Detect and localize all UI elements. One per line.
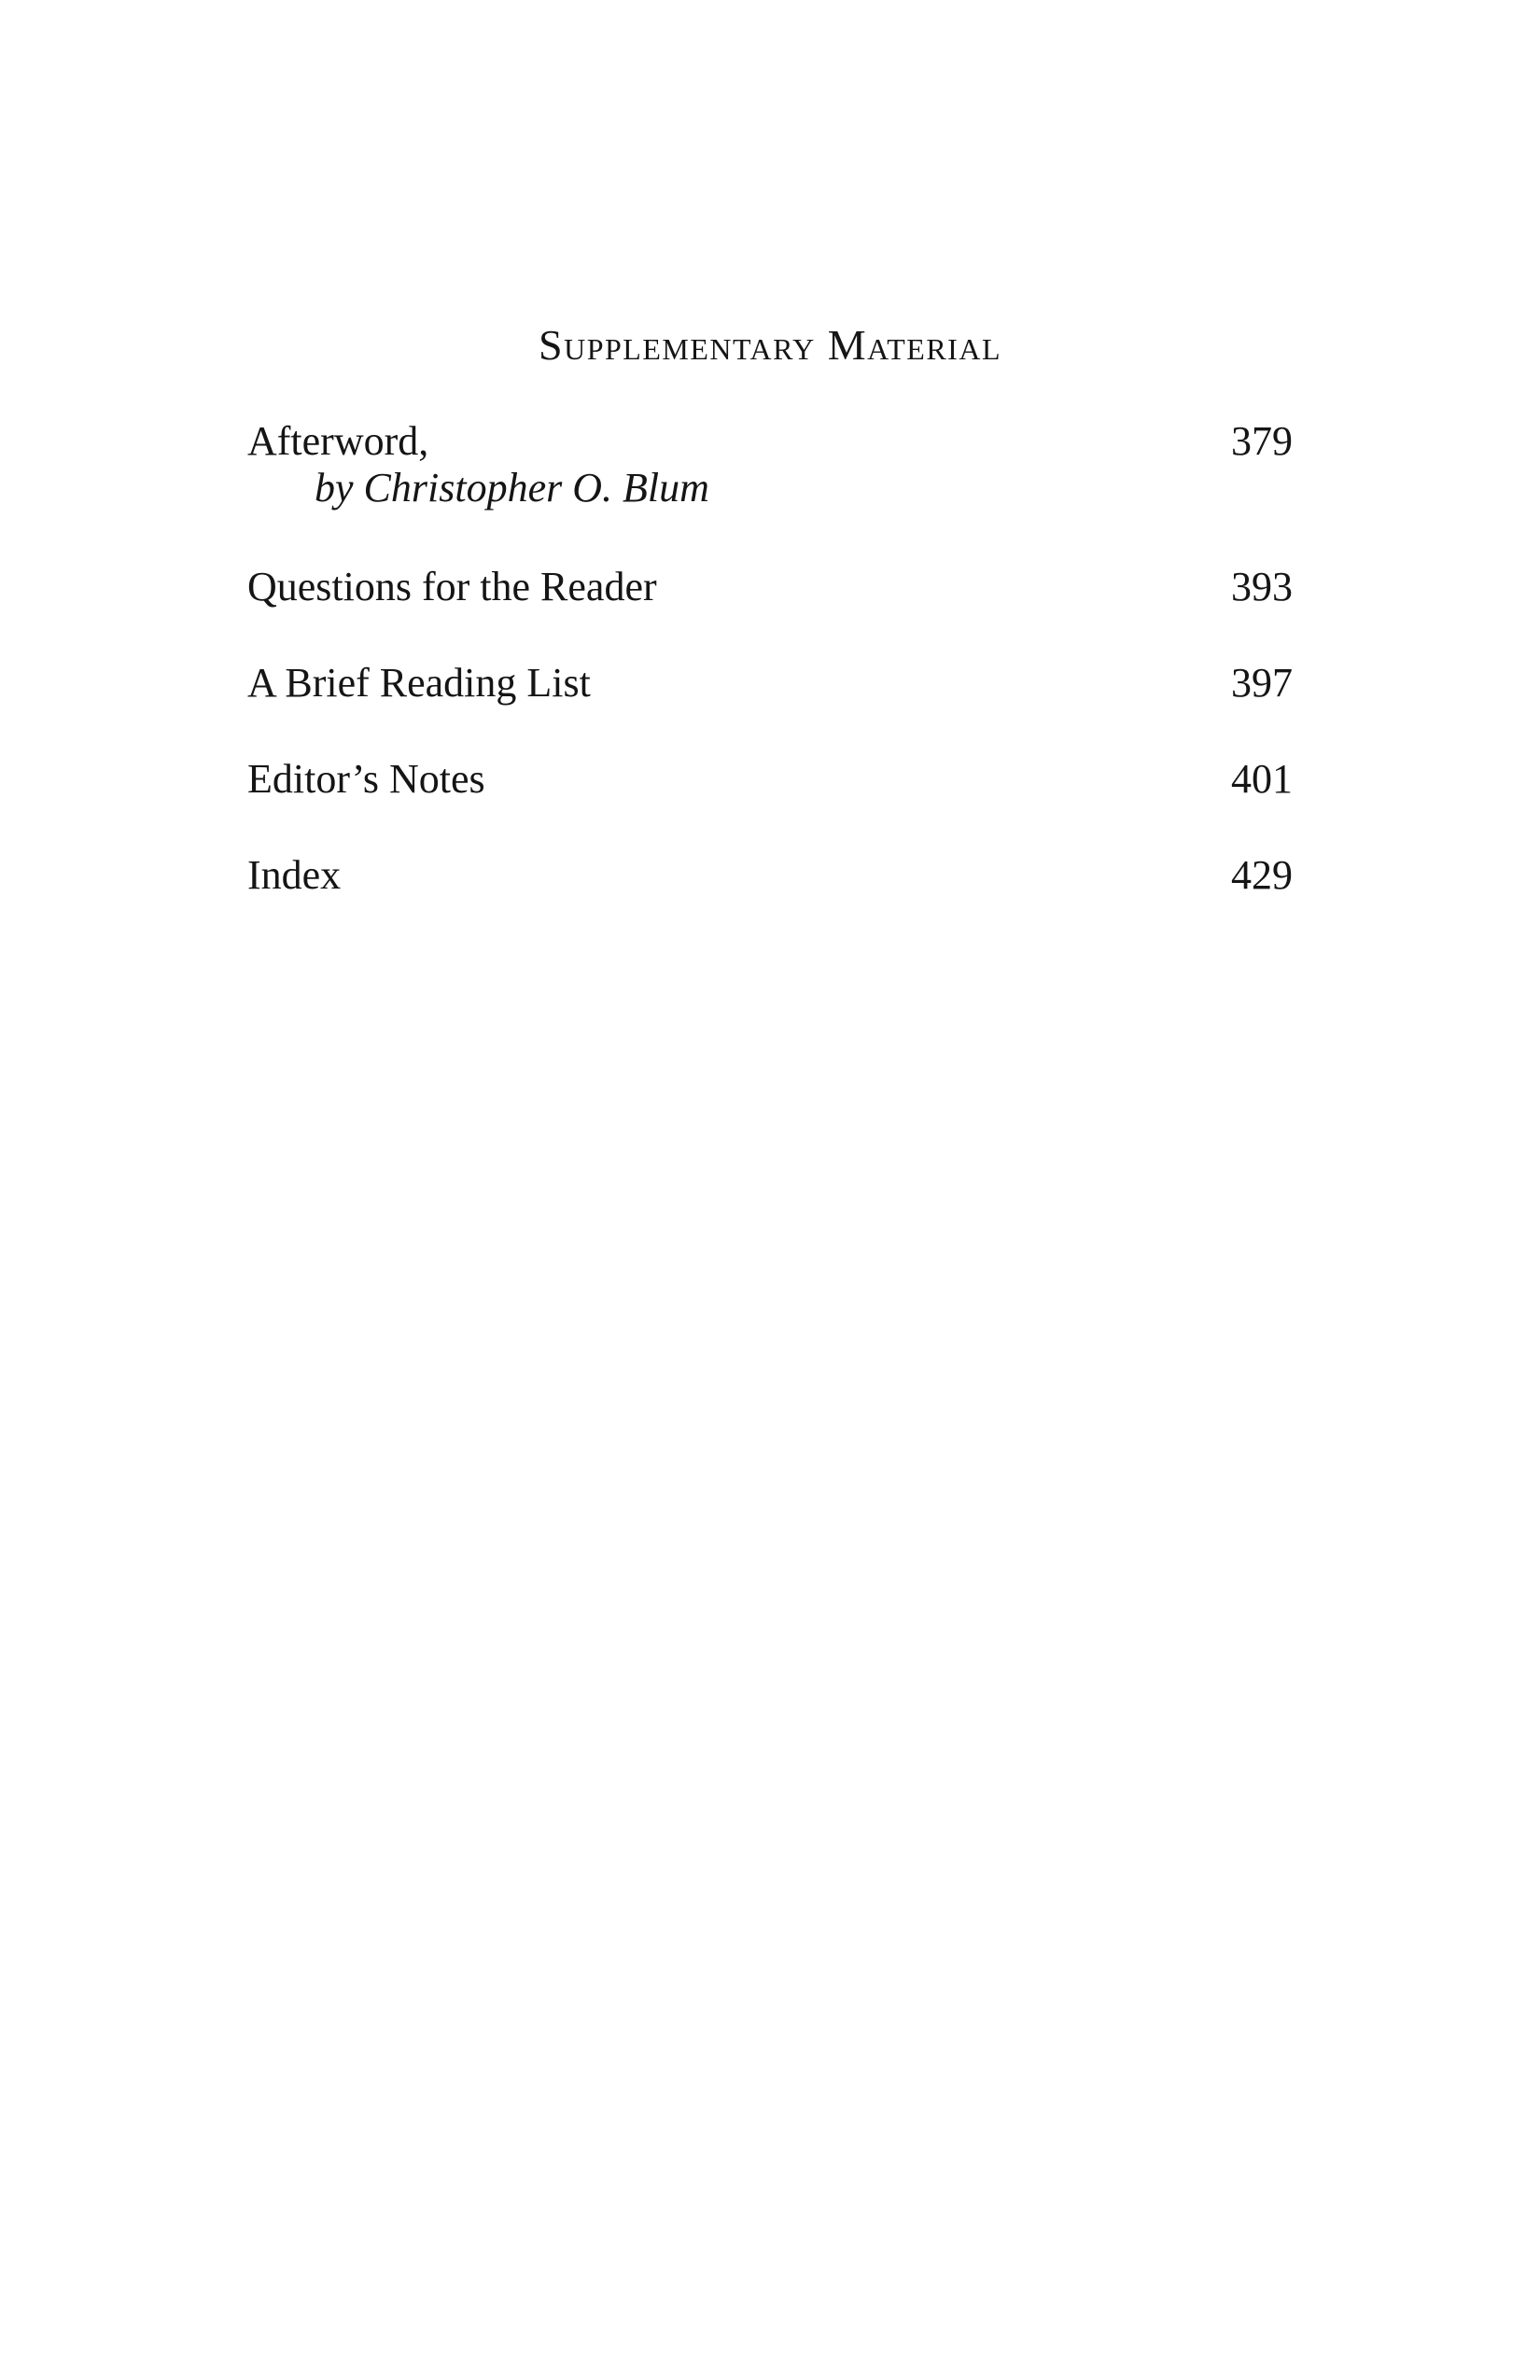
toc-entry-afterword xyxy=(247,418,1293,465)
toc-entry-page-number: 401 xyxy=(1231,756,1293,802)
toc-entry-label: Index xyxy=(247,852,342,898)
toc-entry-page-number: 393 xyxy=(1231,564,1293,609)
toc-entry-page-number: 429 xyxy=(1231,852,1293,898)
toc-entry-reading-list xyxy=(247,660,1293,707)
toc-entry-page-number: 397 xyxy=(1231,660,1293,706)
toc-entry-index xyxy=(247,852,1293,899)
toc-entry-page-number: 379 xyxy=(1231,418,1293,464)
toc-entry-editors-notes xyxy=(247,756,1293,803)
toc-entry-label: Questions for the Reader xyxy=(247,564,657,609)
section-title: Supplementary Material xyxy=(539,321,1001,369)
toc-entry-label: Editor’s Notes xyxy=(247,756,485,802)
toc-entry-questions xyxy=(247,564,1293,610)
toc-content xyxy=(0,0,1540,899)
toc-entry-byline: by Christopher O. Blum xyxy=(315,465,709,511)
toc-entry-label: A Brief Reading List xyxy=(247,660,591,706)
toc-entry-label: Afterword, xyxy=(247,418,429,464)
